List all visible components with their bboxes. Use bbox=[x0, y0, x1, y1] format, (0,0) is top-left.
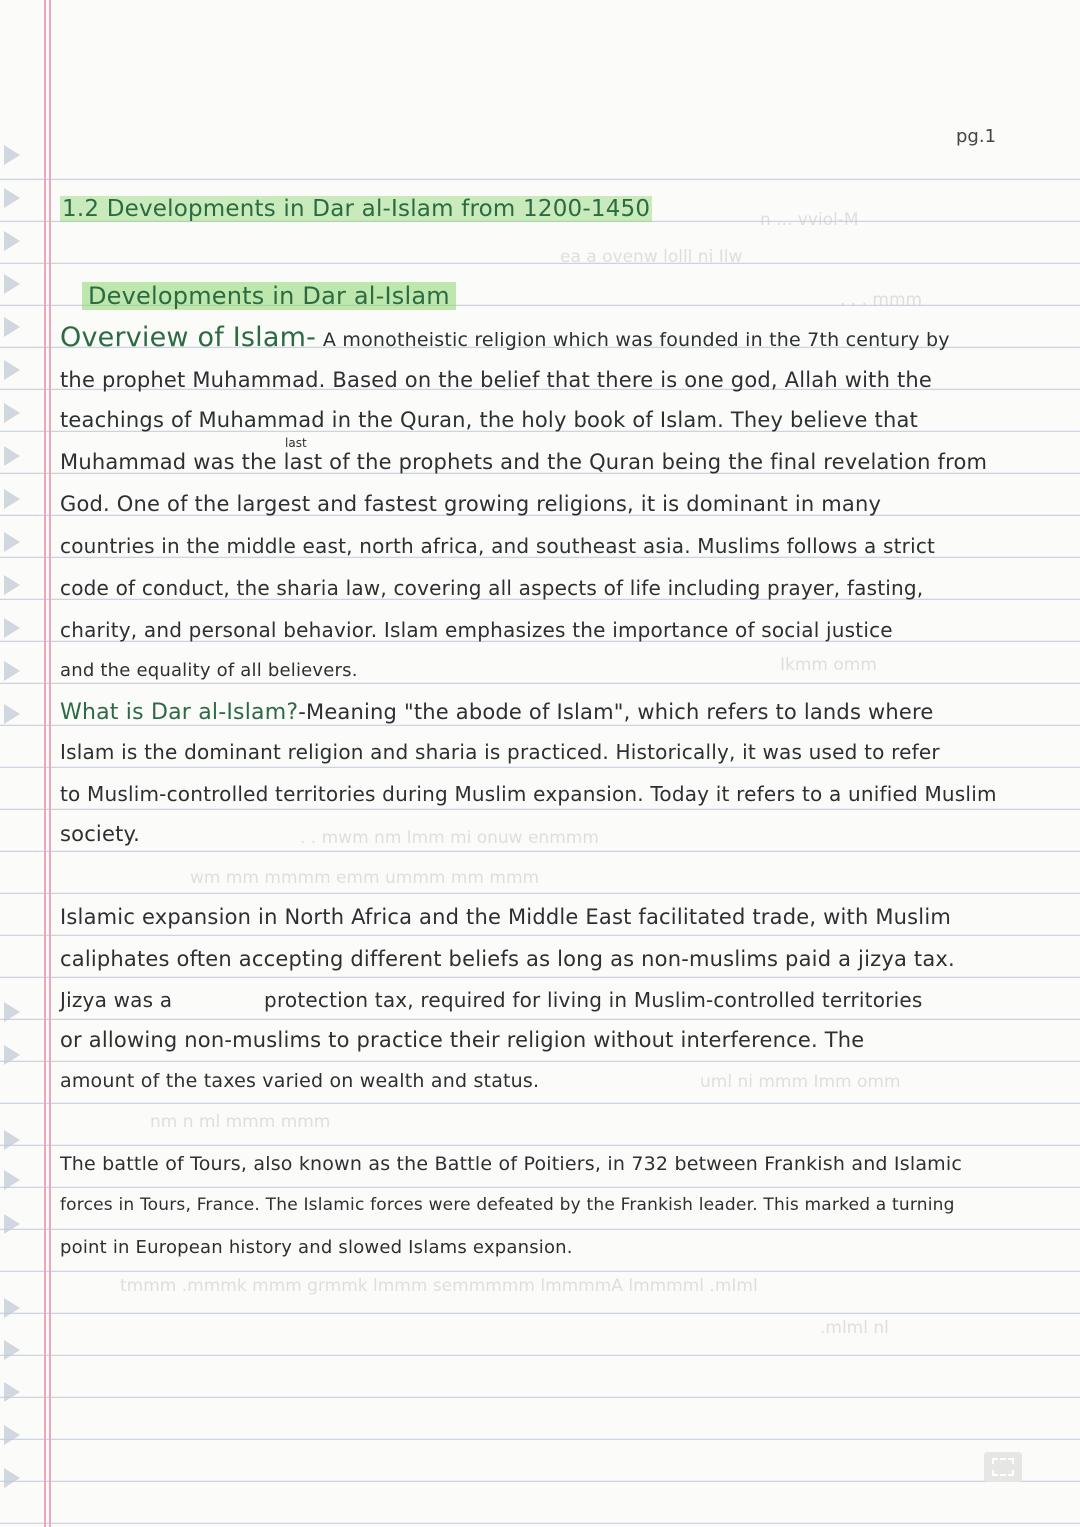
overview-line: charity, and personal behavior. Islam emphasizes the importance of social justice bbox=[60, 618, 893, 642]
bleed-through-text: nm n ml mmm mmm bbox=[150, 1112, 331, 1132]
margin-triangle-icon bbox=[4, 489, 20, 509]
tours-line: The battle of Tours, also known as the Battle of Poitiers, in 732 between Frankish and Islamic bbox=[60, 1153, 962, 1175]
margin-triangle-icon bbox=[4, 317, 20, 337]
dar-text: -Meaning "the abode of Islam", which refers to lands where bbox=[298, 700, 934, 724]
bleed-through-text: . . mwm nm lmm mi onuw enmmm bbox=[300, 828, 599, 848]
overview-line: teachings of Muhammad in the Quran, the holy book of Islam. They believe that bbox=[60, 408, 918, 432]
margin-triangle-icon bbox=[4, 1130, 20, 1150]
margin-triangle-icon bbox=[4, 1045, 20, 1065]
overview-label: Overview of Islam- bbox=[60, 322, 317, 353]
bleed-through-text: wm mm mmmm emm ummm mm mmm bbox=[190, 868, 540, 888]
dar-line: society. bbox=[60, 822, 141, 846]
tours-line: forces in Tours, France. The Islamic forces were defeated by the Frankish leader. This marked a turning bbox=[60, 1195, 955, 1215]
overview-line: and the equality of all believers. bbox=[60, 660, 358, 681]
expansion-line: amount of the taxes varied on wealth and status. bbox=[60, 1070, 540, 1092]
margin-triangle-icon bbox=[4, 618, 20, 638]
expansion-line: caliphates often accepting different beliefs as long as non-muslims paid a jizya tax. bbox=[60, 947, 955, 971]
margin-triangle-icon bbox=[4, 1298, 20, 1318]
overview-text: A monotheistic religion which was founded in the 7th century by bbox=[322, 329, 950, 351]
margin-triangle-icon bbox=[4, 274, 20, 294]
dar-line-0 bbox=[60, 700, 933, 725]
bleed-through-text: .mlml nl bbox=[820, 1318, 889, 1338]
overview-line: the prophet Muhammad. Based on the belief that there is one god, Allah with the bbox=[60, 368, 933, 392]
expansion-line: Jizya was a protection tax, required for living in Muslim-controlled territories bbox=[60, 988, 923, 1012]
bleed-through-text: n ... vviol-M bbox=[760, 210, 859, 230]
margin-triangle-icon bbox=[4, 704, 20, 724]
margin-triangle-icon bbox=[4, 360, 20, 380]
margin-triangle-icon bbox=[4, 1002, 20, 1022]
overview-line: God. One of the largest and fastest growing religions, it is dominant in many bbox=[60, 492, 882, 516]
section-heading-text: 1.2 Developments in Dar al-Islam from 1200-1450 bbox=[62, 196, 651, 222]
bleed-through-text: Ikmm omm bbox=[780, 655, 877, 675]
margin-triangle-icon bbox=[4, 575, 20, 595]
insertion-word: last bbox=[285, 436, 307, 450]
overview-line-0 bbox=[60, 322, 950, 353]
bleed-through-text: . . . mmm bbox=[840, 290, 923, 310]
bleed-through-text: tmmm .mmmk mmm grmmk lmmm semmmmm lmmmmA lmmmml .mIml bbox=[120, 1276, 758, 1296]
overview-line: Muhammad was the last of the prophets and the Quran being the final revelation from bbox=[60, 450, 988, 474]
margin-triangle-icon bbox=[4, 1425, 20, 1445]
bleed-through-text: uml ni mmm Imm omm bbox=[700, 1072, 901, 1092]
margin-triangle-icon bbox=[4, 1382, 20, 1402]
margin-triangle-icon bbox=[4, 446, 20, 466]
margin-line-left bbox=[44, 0, 46, 1527]
margin-triangle-icon bbox=[4, 1468, 20, 1488]
subheading bbox=[82, 282, 456, 310]
page-number: pg.1 bbox=[956, 126, 997, 147]
dar-line: to Muslim-controlled territories during Muslim expansion. Today it refers to a unified Muslim bbox=[60, 782, 997, 806]
section-heading bbox=[60, 196, 652, 222]
margin-triangle-icon bbox=[4, 145, 20, 165]
margin-triangle-icon bbox=[4, 661, 20, 681]
expansion-line: Islamic expansion in North Africa and the Middle East facilitated trade, with Muslim bbox=[60, 905, 952, 929]
bleed-through-text: ea a ovenw lolll ni Ilw bbox=[560, 247, 743, 267]
margin-triangle-icon bbox=[4, 532, 20, 552]
corner-watermark bbox=[984, 1452, 1022, 1482]
overview-line: countries in the middle east, north africa, and southeast asia. Muslims follows a strict bbox=[60, 534, 936, 558]
page-top-margin bbox=[0, 0, 1080, 138]
margin-triangle-icon bbox=[4, 188, 20, 208]
overview-line: code of conduct, the sharia law, covering all aspects of life including prayer, fasting, bbox=[60, 576, 924, 600]
margin-triangle-icon bbox=[4, 1214, 20, 1234]
margin-triangle-icon bbox=[4, 1340, 20, 1360]
margin-triangle-icon bbox=[4, 231, 20, 251]
margin-line-right bbox=[49, 0, 51, 1527]
margin-triangle-icon bbox=[4, 1170, 20, 1190]
dar-label: What is Dar al-Islam? bbox=[60, 700, 299, 725]
subheading-text: Developments in Dar al-Islam bbox=[82, 282, 456, 310]
expansion-line: or allowing non-muslims to practice their religion without interference. The bbox=[60, 1028, 865, 1052]
tours-line: point in European history and slowed Islams expansion. bbox=[60, 1237, 573, 1258]
margin-triangle-icon bbox=[4, 403, 20, 423]
dar-line: Islam is the dominant religion and sharia is practiced. Historically, it was used to refer bbox=[60, 740, 940, 764]
